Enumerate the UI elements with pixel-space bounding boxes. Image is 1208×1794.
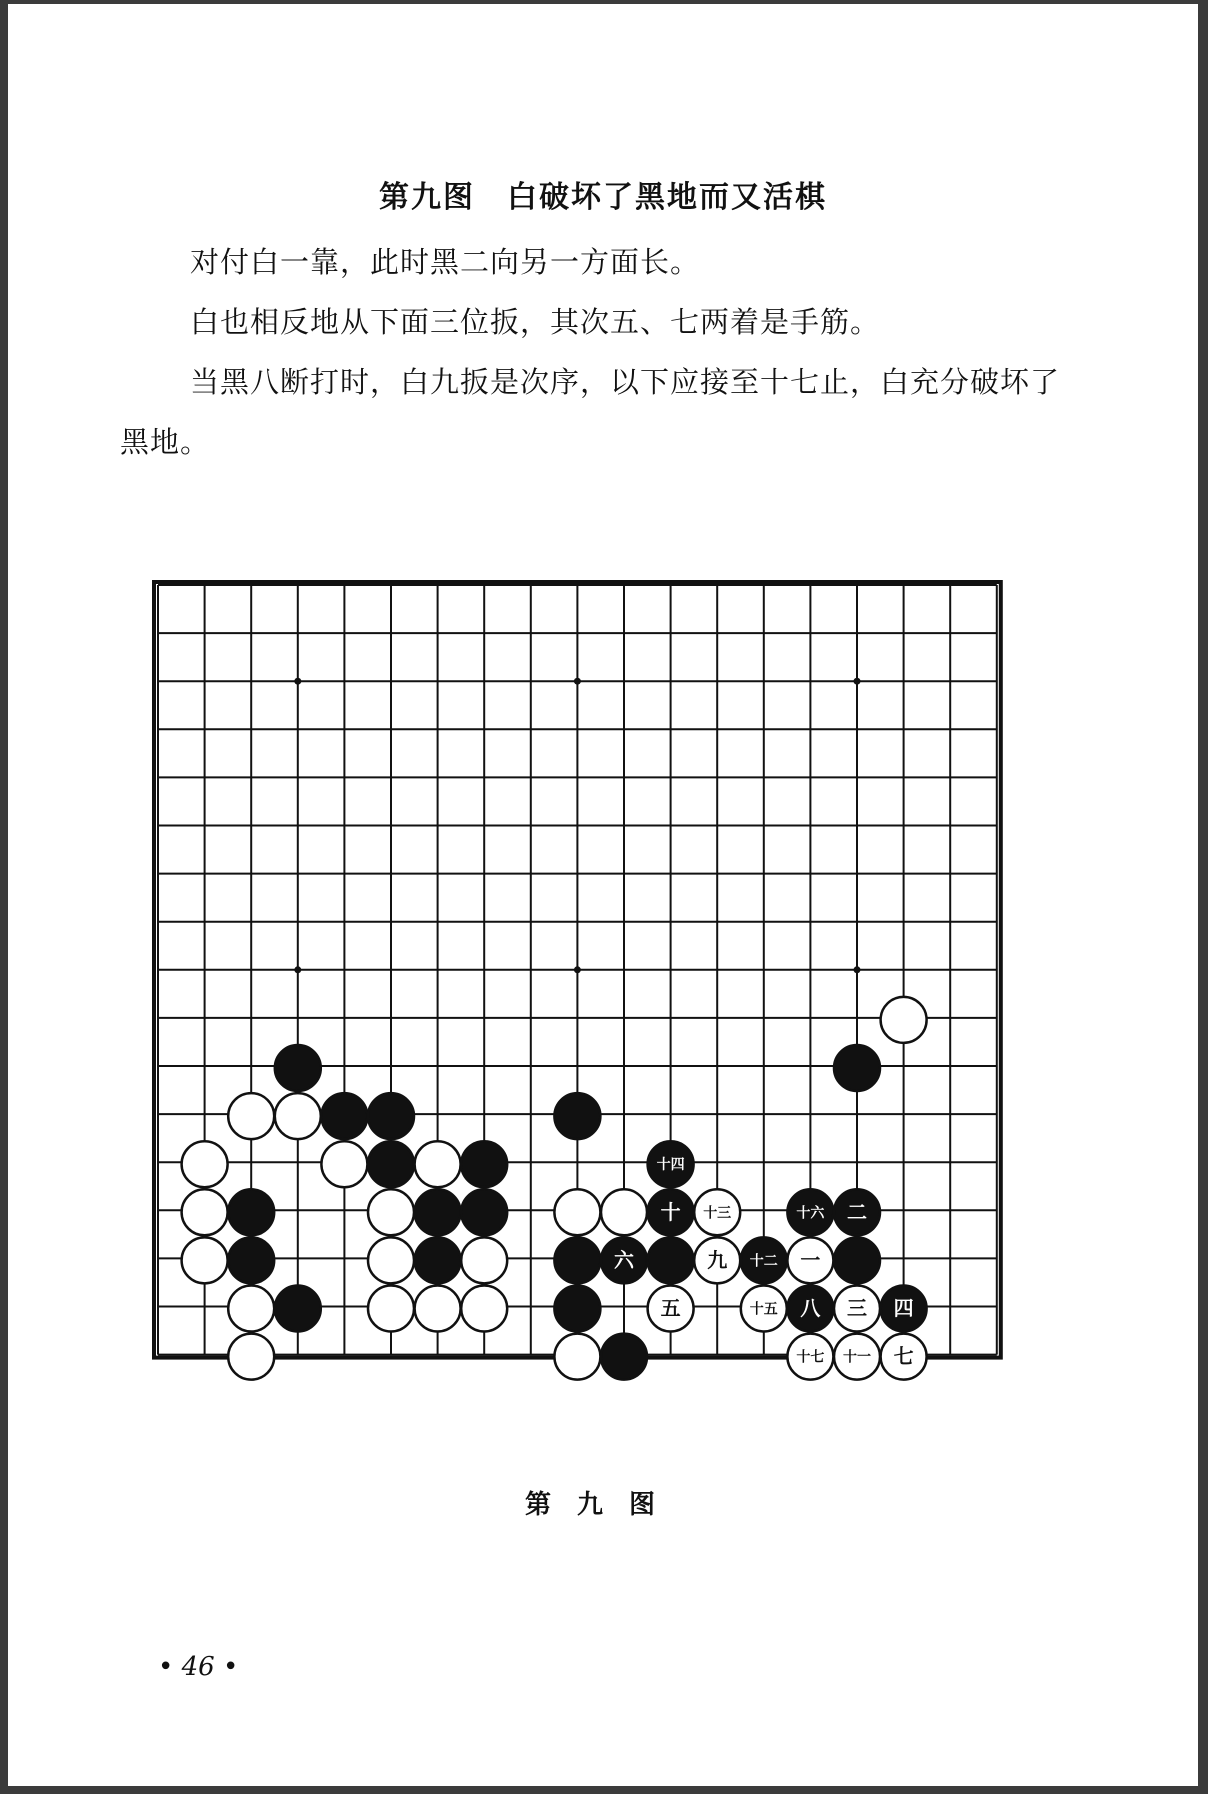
star-point [574,678,581,685]
white-stone [368,1286,414,1332]
move-number-label: 十六 [796,1205,825,1222]
commentary-line-2: 白也相反地从下面三位扳，其次五、七两着是手筋。 [190,305,881,339]
move-number-label: 十三 [703,1205,732,1222]
move-number-label: 一 [800,1247,821,1272]
white-stone [461,1237,507,1283]
white-stone [368,1189,414,1235]
move-number-label: 五 [660,1296,681,1320]
white-stone [415,1141,461,1187]
move-number-label: 八 [800,1296,821,1320]
move-number-label: 十 [660,1199,681,1224]
white-stone [321,1141,367,1187]
black-stone [368,1093,414,1139]
white-stone [554,1189,600,1235]
white-stone [601,1189,647,1235]
white-stone [368,1237,414,1283]
move-number-label: 十二 [749,1253,778,1270]
black-stone [601,1334,647,1380]
move-number-label: 十五 [749,1301,778,1318]
black-stone [275,1286,321,1332]
white-stone [554,1334,600,1380]
star-point [574,966,581,973]
black-stone [275,1045,321,1091]
black-stone [321,1093,367,1139]
move-number-label: 七 [893,1344,914,1369]
black-stone [228,1237,274,1283]
white-stone [228,1093,274,1139]
move-number-label: 四 [893,1296,914,1320]
white-stone [275,1093,321,1139]
commentary-line-1: 对付白一靠，此时黑二向另一方面长。 [190,245,701,279]
black-stone [554,1093,600,1139]
black-stone [415,1189,461,1235]
white-stone [881,997,927,1043]
white-stone [182,1237,228,1283]
black-stone [648,1237,694,1283]
black-stone [461,1189,507,1235]
black-stone [554,1237,600,1283]
move-number-label: 三 [847,1296,867,1320]
white-stone [461,1286,507,1332]
move-number-label: 十一 [843,1349,871,1366]
figure-title: 第九图 白破坏了黑地而又活棋 [379,180,827,215]
move-number-label: 六 [614,1247,634,1272]
star-point [854,678,861,685]
white-stone [228,1334,274,1380]
star-point [854,966,861,973]
move-number-label: 二 [847,1199,867,1224]
black-stone [834,1237,880,1283]
figure-caption: 第九图 [524,1490,681,1520]
move-number-label: 九 [707,1247,728,1272]
star-point [294,966,301,973]
move-number-label: 十七 [796,1349,825,1366]
page-number: • 46 • [158,1652,239,1682]
black-stone [554,1286,600,1332]
move-number-label: 十四 [656,1157,685,1174]
white-stone [415,1286,461,1332]
book-page [8,4,1198,1786]
black-stone [368,1141,414,1187]
black-stone [228,1189,274,1235]
white-stone [182,1189,228,1235]
black-stone [415,1237,461,1283]
commentary-line-3: 当黑八断打时，白九扳是次序，以下应接至十七止，白充分破坏了黑地。 [120,365,1061,459]
white-stone [228,1286,274,1332]
black-stone [834,1045,880,1091]
white-stone [182,1141,228,1187]
star-point [294,678,301,685]
black-stone [461,1141,507,1187]
